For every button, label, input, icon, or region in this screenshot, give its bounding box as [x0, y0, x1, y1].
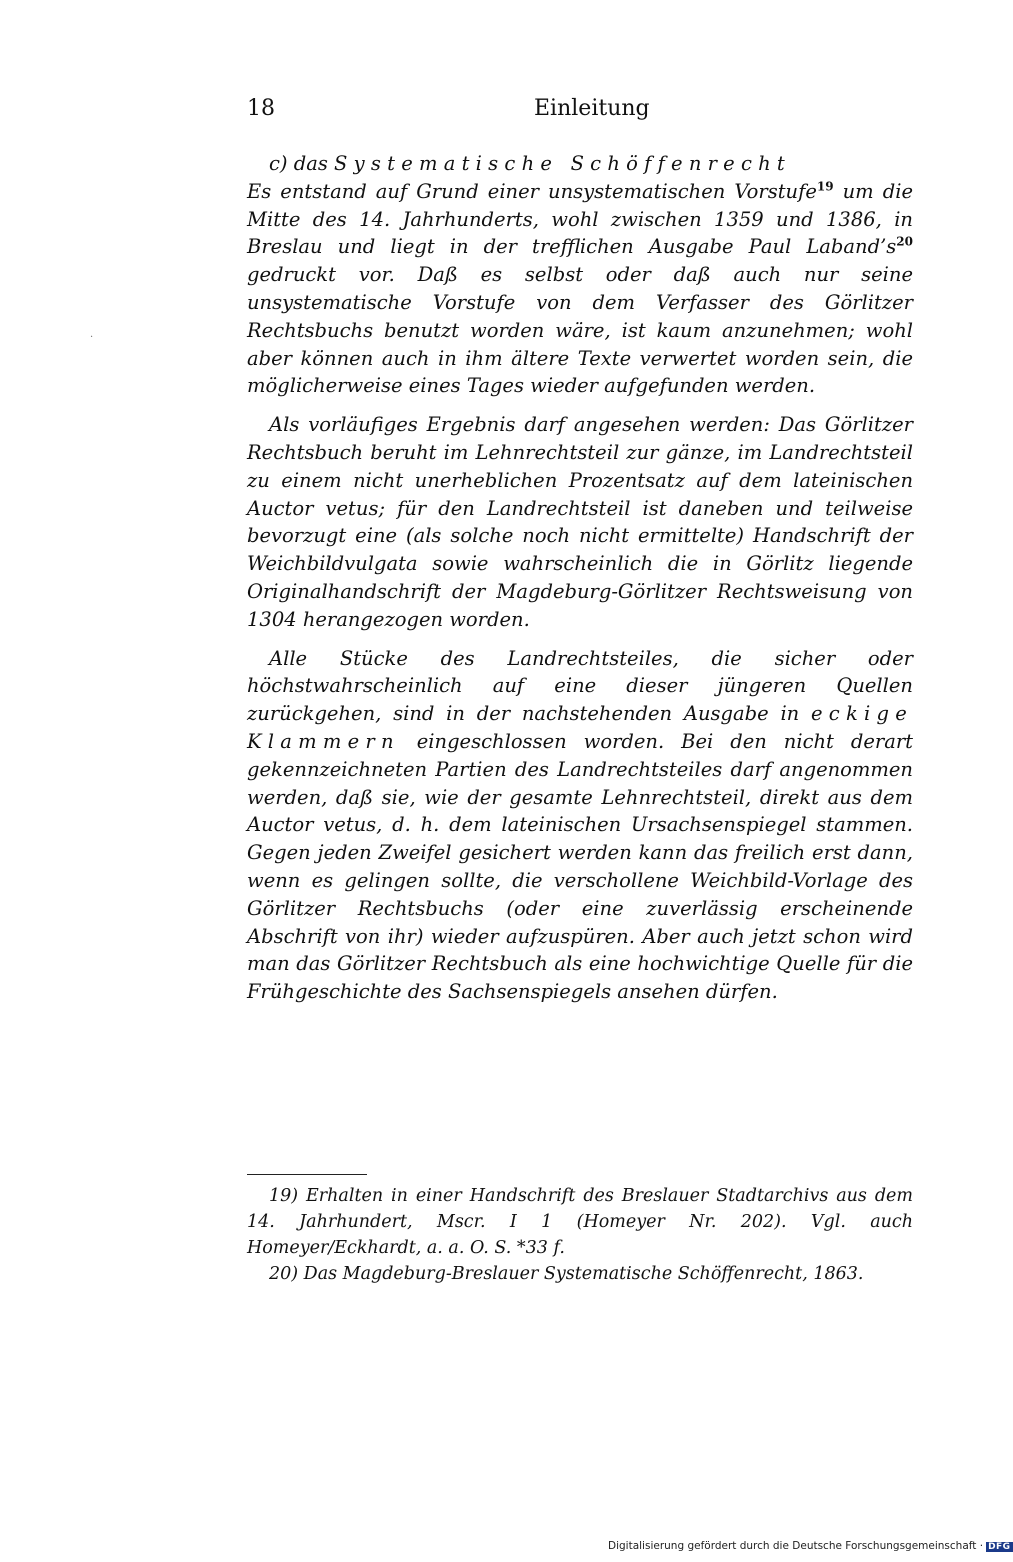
page-number: 18	[247, 96, 275, 121]
section-heading	[247, 150, 913, 178]
section-prefix: c) das	[269, 152, 335, 175]
paragraph-1	[247, 178, 913, 400]
paragraph-3	[247, 645, 913, 1006]
margin-speck: ·	[90, 332, 94, 343]
footnote-19: 19) Erhalten in einer Handschrift des Breslauer Stadtarchivs aus dem 14. Jahrhundert, Mscr. I 1 (Homeyer Nr. 202). Vgl. auch Homeyer/Eckhardt, a. a. O. S. *33 f.	[247, 1186, 913, 1258]
body-text	[247, 150, 913, 1017]
footnote-ref-19[interactable]: 19	[816, 179, 834, 194]
digitization-credit	[608, 1540, 1013, 1552]
footnote-20: 20) Das Magdeburg-Breslauer Systematische Schöffenrecht, 1863.	[269, 1264, 864, 1284]
paragraph-2: Als vorläufiges Ergebnis darf angesehen werden: Das Görlitzer Rechtsbuch beruht im Lehnrechtsteil zur gänze, im Landrechtsteil zu einem nicht unerheblichen Prozentsatz auf dem lateinischen Auctor vetus; für den Landrechtsteil ist daneben und teilweise bevorzugt eine (als solche noch nicht ermittelte) Handschrift der Weichbildvulgata sowie wahrscheinlich die in Görlitz liegende Originalhandschrift der Magdeburg-Görlitzer Rechtsweisung von 1304 herangezogen worden.	[247, 413, 913, 631]
footnote-ref-20[interactable]: 20	[896, 234, 913, 249]
section-title: Systematische Schöffenrecht	[334, 152, 791, 175]
paragraph-1-text-b: um die Mitte des 14. Jahrhunderts, wohl zwischen 1359 und 1386, in Breslau und liegt in der trefflichen Ausgabe Paul Laband’s	[247, 179, 913, 259]
paragraph-1-text-c: gedruckt vor. Daß es selbst oder daß auch nur seine unsystematische Vorstufe von dem Verfasser des Görlitzer Rechtsbuchs benutzt worden wäre, ist kaum anzunehmen; wohl aber können auch in ihm ältere Texte verwertet worden sein, die möglicherweise eines Tages wieder aufgefunden werden.	[247, 263, 913, 398]
dfg-logo-icon: DFG	[988, 1542, 1011, 1552]
running-head: Einleitung	[534, 96, 650, 121]
footnotes	[247, 1183, 913, 1287]
credit-text: Digitalisierung gefördert durch die Deutsche Forschungsgemeinschaft ·	[608, 1540, 984, 1552]
paragraph-1-text-a: Es entstand auf Grund einer unsystematischen Vorstufe	[247, 179, 817, 203]
footnote-divider	[247, 1174, 367, 1175]
paragraph-3-text-b: eingeschlossen worden. Bei den nicht derart gekennzeichneten Partien des Landrechtsteiles darf angenommen werden, daß sie, wie der gesamte Lehnrechtsteil, direkt aus dem Auctor vetus, d. h. dem lateinischen Ursachsenspiegel stammen. Gegen jeden Zweifel gesichert werden kann das freilich erst dann, wenn es gelingen sollte, die verschollene Weichbild-Vorlage des Görlitzer Rechtsbuchs (oder eine zuverlässig erscheinende Abschrift von ihr) wieder aufzuspüren. Aber auch jetzt schon wird man das Görlitzer Rechtsbuch als eine hochwichtige Quelle für die Frühgeschichte des Sachsenspiegels ansehen dürfen.	[247, 729, 913, 1004]
page-header	[0, 92, 1000, 132]
emphasis-spaced: eckige Klammern	[247, 702, 913, 753]
paragraph-3-text-a: Alle Stücke des Landrechtsteiles, die sicher oder höchstwahrscheinlich auf eine dieser jüngeren Quellen zurückgehen, sind in der nachstehenden Ausgabe in	[247, 646, 913, 726]
